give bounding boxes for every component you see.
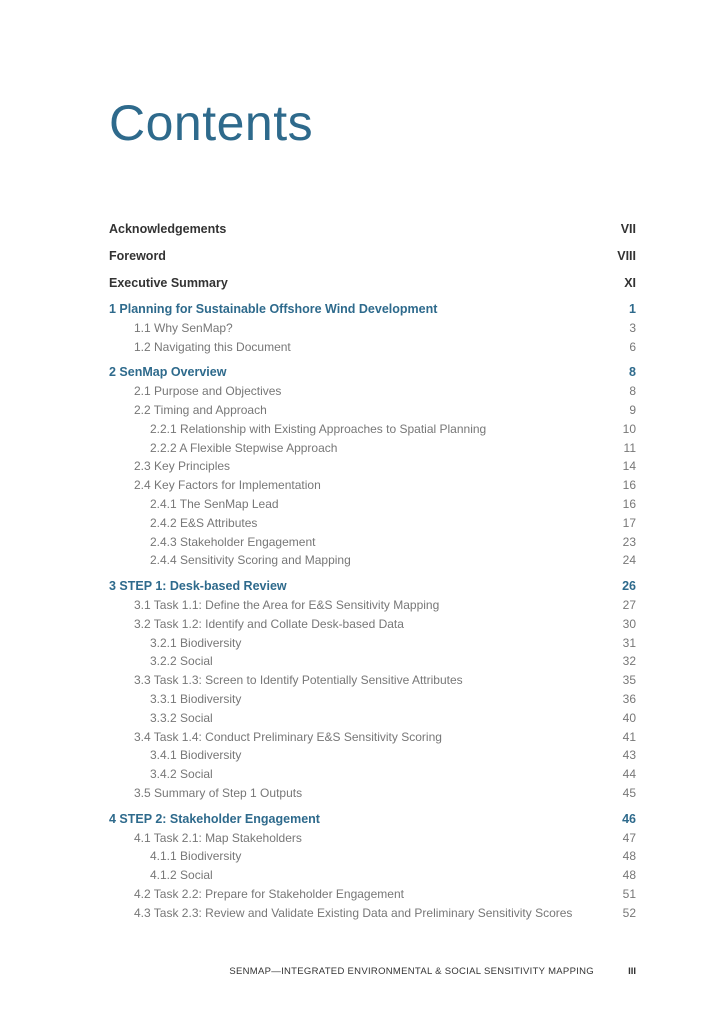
toc-entry-label: Executive Summary (109, 276, 228, 290)
toc-entry-page: 27 (622, 597, 636, 612)
toc-entry-page: 17 (622, 515, 636, 530)
toc-entry[interactable] (109, 691, 636, 710)
toc-entry-label: 3.3.2 Social (150, 710, 213, 725)
toc-entry-page: 30 (622, 616, 636, 631)
toc-entry-label: 2 SenMap Overview (109, 365, 227, 380)
toc-entry-page: 36 (622, 691, 636, 706)
toc-entry-label: 2.2 Timing and Approach (134, 402, 267, 417)
toc-entry-label: 1.2 Navigating this Document (134, 339, 291, 354)
toc-entry-label: 3.2.2 Social (150, 654, 213, 669)
toc-entry[interactable] (109, 440, 636, 459)
toc-entry-page: 10 (622, 421, 636, 436)
toc-entry-label: 2.4.3 Stakeholder Engagement (150, 534, 316, 549)
toc-entry-page: 40 (622, 710, 636, 725)
toc-entry[interactable] (109, 383, 636, 402)
toc-entry[interactable] (109, 421, 636, 440)
toc-entry-label: 3.2.1 Biodiversity (150, 635, 242, 650)
toc-entry-page: 52 (622, 905, 636, 920)
toc-entry-label: 2.2.1 Relationship with Existing Approaches to Spatial Planning (150, 421, 487, 436)
toc-entry-label: 4.2 Task 2.2: Prepare for Stakeholder Engagement (134, 886, 404, 901)
toc-entry-label: 3.2 Task 1.2: Identify and Collate Desk-based Data (134, 616, 404, 631)
toc-entry-label: 2.4 Key Factors for Implementation (134, 478, 321, 493)
toc-entry-page: 14 (622, 459, 636, 474)
toc-entry-label: 4.1.1 Biodiversity (150, 849, 242, 864)
toc-entry-page: 8 (629, 365, 636, 380)
toc-entry-page: 26 (622, 579, 636, 594)
toc-entry-label: 2.2.2 A Flexible Stepwise Approach (150, 440, 338, 455)
toc-entry-page: 9 (629, 402, 636, 417)
footer-text: SENMAP—INTEGRATED ENVIRONMENTAL & SOCIAL SENSITIVITY MAPPING (229, 966, 594, 977)
toc-entry[interactable] (109, 747, 636, 766)
page-title: Contents (109, 95, 314, 151)
toc-entry-label: 2.1 Purpose and Objectives (134, 384, 282, 399)
toc-entry-page: 51 (622, 886, 636, 901)
toc-entry[interactable] (109, 766, 636, 785)
toc-entry[interactable] (109, 515, 636, 534)
toc-entry-label: 3.5 Summary of Step 1 Outputs (134, 785, 303, 800)
toc-entry-label: Foreword (109, 249, 166, 263)
toc-entry-page: 44 (622, 767, 636, 782)
toc-entry-page: 11 (623, 440, 636, 455)
toc-entry-page: 47 (622, 830, 636, 845)
toc-entry[interactable] (109, 496, 636, 515)
toc-entry[interactable] (109, 653, 636, 672)
toc-entry-label: 3 STEP 1: Desk-based Review (109, 579, 287, 594)
toc-entry-label: 3.4.1 Biodiversity (150, 748, 242, 763)
toc-front-matter-entry[interactable] (109, 220, 636, 247)
toc-entry[interactable] (109, 867, 636, 886)
toc-entry-page: VIII (617, 249, 636, 263)
toc-entry-label: 4.1.2 Social (150, 868, 213, 883)
toc-entry-page: 46 (622, 811, 636, 826)
toc-entry[interactable] (109, 458, 636, 477)
toc-entry[interactable] (109, 830, 636, 849)
toc-entry-page: 31 (622, 635, 636, 650)
toc-entry-page: 32 (622, 654, 636, 669)
toc-entry-label: 2.4.1 The SenMap Lead (150, 496, 279, 511)
toc-chapter-entry[interactable] (109, 301, 636, 320)
toc-entry-page: XI (624, 276, 636, 290)
toc-entry[interactable] (109, 552, 636, 571)
toc-entry-page: 24 (622, 553, 636, 568)
toc-entry-label: 3.4.2 Social (150, 767, 213, 782)
toc-entry[interactable] (109, 886, 636, 905)
toc-chapter-entry[interactable] (109, 578, 636, 597)
toc-chapter-entry[interactable] (109, 364, 636, 383)
table-of-contents (109, 220, 636, 924)
toc-entry[interactable] (109, 477, 636, 496)
toc-entry-page: 48 (622, 868, 636, 883)
toc-entry-page: VII (620, 222, 636, 236)
toc-entry-label: 3.3 Task 1.3: Screen to Identify Potentially Sensitive Attributes (134, 673, 463, 688)
toc-entry[interactable] (109, 534, 636, 553)
toc-entry-page: 6 (629, 339, 636, 354)
toc-entry-page: 35 (622, 673, 636, 688)
toc-entry-label: 4.1 Task 2.1: Map Stakeholders (134, 830, 302, 845)
toc-entry[interactable] (109, 616, 636, 635)
toc-front-matter-entry[interactable] (109, 274, 636, 301)
toc-entry[interactable] (109, 785, 636, 804)
toc-entry-page: 45 (622, 785, 636, 800)
toc-entry-label: 4 STEP 2: Stakeholder Engagement (109, 811, 320, 826)
toc-front-matter-entry[interactable] (109, 247, 636, 274)
toc-entry-page: 48 (622, 849, 636, 864)
toc-entry[interactable] (109, 848, 636, 867)
toc-entry[interactable] (109, 710, 636, 729)
toc-entry[interactable] (109, 905, 636, 924)
toc-entry[interactable] (109, 672, 636, 691)
toc-entry-label: Acknowledgements (109, 222, 227, 236)
toc-entry-label: 3.4 Task 1.4: Conduct Preliminary E&S Sensitivity Scoring (134, 729, 442, 744)
toc-entry-page: 43 (622, 748, 636, 763)
toc-entry-page: 1 (629, 302, 636, 316)
toc-entry-label: 3.3.1 Biodiversity (150, 691, 242, 706)
toc-entry-label: 2.4.4 Sensitivity Scoring and Mapping (150, 553, 351, 568)
toc-chapter-entry[interactable] (109, 811, 636, 830)
toc-entry[interactable] (109, 635, 636, 654)
toc-entry-page: 16 (622, 496, 636, 511)
toc-entry[interactable] (109, 402, 636, 421)
toc-entry[interactable] (109, 597, 636, 616)
toc-entry-label: 2.3 Key Principles (134, 459, 231, 474)
toc-entry-page: 41 (622, 729, 636, 744)
toc-entry-label: 2.4.2 E&S Attributes (150, 515, 258, 530)
toc-entry-label: 3.1 Task 1.1: Define the Area for E&S Sensitivity Mapping (134, 597, 440, 612)
toc-entry-page: 16 (622, 478, 636, 493)
toc-entry-page: 3 (629, 320, 636, 335)
footer-page-number: III (628, 966, 636, 977)
toc-entry[interactable] (109, 339, 636, 358)
toc-entry-label: 1.1 Why SenMap? (134, 320, 233, 335)
toc-entry[interactable] (109, 320, 636, 339)
toc-entry-label: 1 Planning for Sustainable Offshore Wind Development (109, 302, 438, 316)
toc-entry-page: 8 (629, 384, 636, 399)
toc-entry-label: 4.3 Task 2.3: Review and Validate Existing Data and Preliminary Sensitivity Scores (134, 905, 573, 920)
toc-entry[interactable] (109, 729, 636, 748)
toc-entry-page: 23 (622, 534, 636, 549)
